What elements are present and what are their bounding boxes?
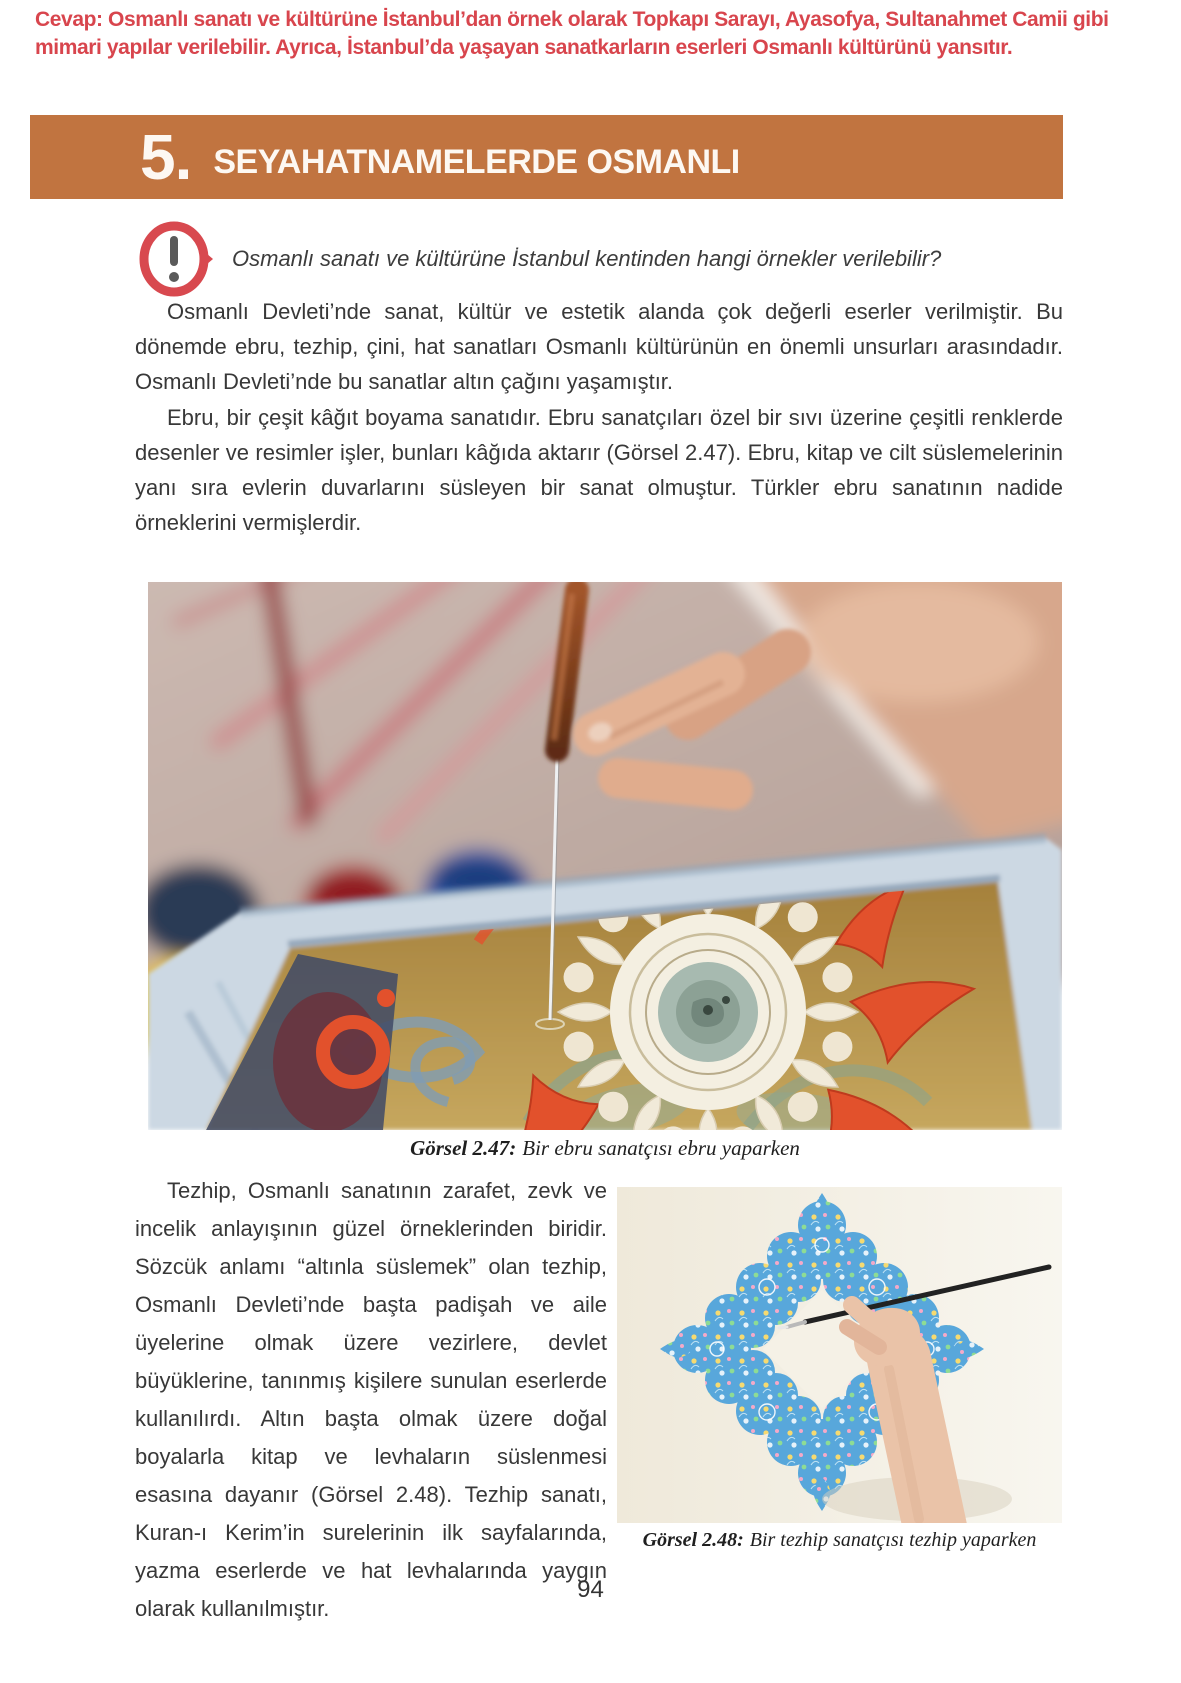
section-title: SEYAHATNAMELERDE OSMANLI [213,143,740,181]
exclamation-icon [138,220,214,298]
answer-note: Cevap: Osmanlı sanatı ve kültürüne İstanbul’dan örnek olarak Topkapı Sarayı, Ayasofya, Sultanahmet Camii gibi mimari yapılar verilebilir. Ayrıca, İstanbul’da yaşayan sanatkarların eserleri Osmanlı kültürünü yansıtır. [35,8,1109,59]
caption-text: Bir ebru sanatçısı ebru yaparken [522,1136,800,1160]
figure-tezhip-caption [617,1529,1062,1552]
page-number: 94 [577,1576,604,1603]
caption-text: Bir tezhip sanatçısı tezhip yaparken [749,1529,1037,1551]
paragraph-ebru-text: Ebru, bir çeşit kâğıt boyama sanatıdır. Ebru sanatçıları özel bir sıvı üzerine çeşitli renklerde desenler ve resimler işler, bunları kâğıda aktarır (Görsel 2.47). Ebru, kitap ve cilt süslemelerinin yanı sıra evlerin duvarlarını süsleyen bir sanat olmuştur. Türkler ebru sanatının nadide örneklerini vermişlerdir. [135,405,1063,535]
paragraph-intro [135,294,1063,399]
paragraph-ebru [135,400,1063,540]
section-band [30,115,1063,199]
caption-label: Görsel 2.48: [642,1529,744,1551]
question-text: Osmanlı sanatı ve kültürüne İstanbul kentinden hangi örnekler verilebilir? [232,246,942,271]
paragraph-tezhip-text: Tezhip, Osmanlı sanatının zarafet, zevk ve incelik anlayışının güzel örneklerinden biridir. Sözcük anlamı “altınla süslemek” olan tezhip, Osmanlı Devleti’nde başta padişah ve aile üyelerine olmak üzere vezirlere, devlet büyüklerine, tanınmış kişilere sunulan eserlerde kullanılırdı. Altın başta olmak üzere doğal boyalarla kitap ve levhaların süslenmesi esasına dayanır (Görsel 2.48). Tezhip sanatı, Kuran-ı Kerim’in surelerinin ilk sayfalarında, yazma eserlerde ve hat levhalarında yaygın olarak kullanılmıştır. [135,1178,607,1621]
caption-label: Görsel 2.47: [410,1136,517,1160]
section-number: 5. [140,121,192,193]
paragraph-intro-text: Osmanlı Devleti’nde sanat, kültür ve estetik alanda çok değerli eserler verilmiştir. Bu dönemde ebru, tezhip, çini, hat sanatları Osmanlı kültürünün en önemli unsurları arasındadır. Osmanlı Devleti’nde bu sanatlar altın çağını yaşamıştır. [135,299,1063,394]
figure-ebru-caption [148,1136,1062,1161]
paragraph-tezhip [135,1172,607,1628]
figure-ebru-image [148,582,1062,1130]
figure-tezhip-image [617,1187,1062,1523]
